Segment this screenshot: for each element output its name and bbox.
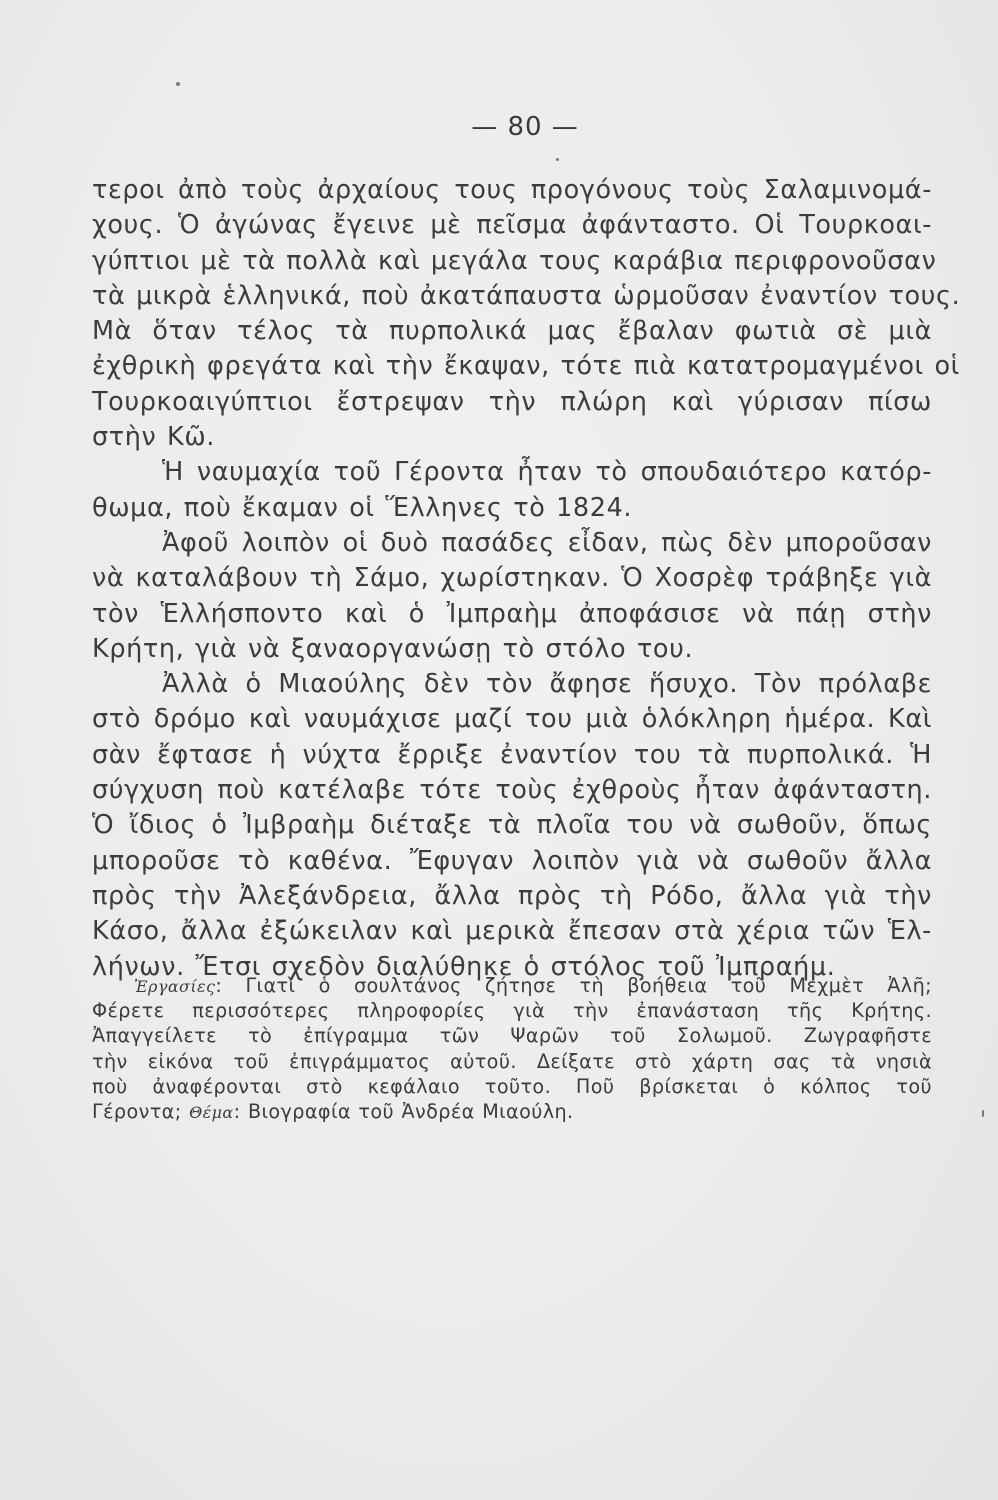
text-line: Ἀλλὰ ὁ Μιαούλης δὲν τὸν ἄφησε ἥσυχο. Τὸν πρόλαβε	[162, 669, 932, 700]
exercise-line: Φέρετε περισσότερες πληροφορίες γιὰ τὴν ἐπανάσταση τῆς Κρήτης.	[92, 999, 932, 1023]
text-line: σύγχυση ποὺ κατέλαβε τότε τοὺς ἐχθροὺς ἦταν ἀφάνταστη.	[92, 775, 932, 806]
text-line: Κάσο, ἄλλα ἐξώκειλαν καὶ μερικὰ ἔπεσαν στὰ χέρια τῶν Ἑλ-	[92, 916, 932, 947]
text-line: στὴν Κῶ.	[92, 422, 216, 453]
text-line: σὰν ἔφτασε ἡ νύχτα ἔρριξε ἐναντίον του τὰ πυρπολικά. Ἡ	[92, 739, 932, 770]
exercise-line: τὴν εἰκόνα τοῦ ἐπιγράμματος αὐτοῦ. Δείξατε στὸ χάρτη σας τὰ νησιὰ	[92, 1049, 932, 1073]
exercise-line: ποὺ ἀναφέρονται στὸ κεφάλαιο τοῦτο. Ποῦ βρίσκεται ὁ κόλπος τοῦ	[92, 1074, 932, 1098]
text-line: στὸ δρόμο καὶ ναυμάχισε μαζί του μιὰ ὁλόκληρη ἡμέρα. Καὶ	[92, 704, 932, 735]
text-line: Τουρκοαιγύπτιοι ἔστρεψαν τὴν πλώρη καὶ γύρισαν πίσω	[92, 386, 932, 417]
text-line: τεροι ἀπὸ τοὺς ἀρχαίους τους προγόνους τοὺς Σαλαμινομά-	[92, 175, 932, 205]
exercise-question: : Γιατὶ ὁ σουλτάνος ζήτησε τὴ βοήθεια τοῦ Μεχμὲτ Ἀλῆ;	[215, 974, 932, 997]
exercises-section	[92, 973, 932, 1124]
text-line: νὰ καταλάβουν τὴ Σάμο, χωρίστηκαν. Ὁ Χοσρὲφ τράβηξε γιὰ	[92, 563, 932, 594]
theme-label: Θέμα	[189, 1102, 234, 1122]
text-line: πρὸς τὴν Ἀλεξάνδρεια, ἄλλα πρὸς τὴ Ρόδο, ἄλλα γιὰ τὴν	[92, 880, 932, 911]
page-number: — 80 —	[471, 112, 579, 142]
text-line: λήνων. Ἔτσι σχεδὸν διαλύθηκε ὁ στόλος τοῦ Ἰμπραήμ.	[92, 951, 836, 982]
text-line: Μὰ ὅταν τέλος τὰ πυρπολικά μας ἔβαλαν φωτιὰ σὲ μιὰ	[92, 316, 932, 347]
text-line: Ὁ ἴδιος ὁ Ἰμβραὴμ διέταξε τὰ πλοῖα του νὰ σωθοῦν, ὅπως	[92, 810, 932, 841]
exercise-line	[92, 973, 932, 998]
text-line: ἐχθρικὴ φρεγάτα καὶ τὴν ἔκαψαν, τότε πιὰ κατατρομαγμένοι οἱ	[92, 351, 960, 382]
speck-mark	[176, 82, 180, 86]
exercise-line-prefix: Γέροντα;	[92, 1099, 190, 1123]
text-line: Ἡ ναυμαχία τοῦ Γέροντα ἦταν τὸ σπουδαιότερο κατόρ-	[162, 457, 932, 488]
text-line: γύπτιοι μὲ τὰ πολλὰ καὶ μεγάλα τους καράβια περιφρονοῦσαν	[92, 245, 937, 276]
speck-mark	[556, 158, 559, 161]
text-line: θωμα, ποὺ ἔκαμαν οἱ Ἕλληνες τὸ 1824.	[92, 492, 633, 523]
exercise-line	[92, 1099, 932, 1124]
body-text	[92, 173, 961, 985]
text-line: μποροῦσε τὸ καθένα. Ἔφυγαν λοιπὸν γιὰ νὰ σωθοῦν ἄλλα	[92, 845, 932, 876]
text-line: χους. Ὁ ἀγώνας ἔγεινε μὲ πεῖσμα ἀφάνταστο. Οἱ Τουρκοαι-	[92, 210, 932, 241]
text-line: τὸν Ἑλλήσποντο καὶ ὁ Ἰμπραὴμ ἀποφάσισε νὰ πάῃ στὴν	[92, 598, 932, 629]
speck-mark	[982, 1110, 984, 1117]
text-line: Κρήτη, γιὰ νὰ ξαναοργανώσῃ τὸ στόλο του.	[92, 633, 694, 664]
exercise-line: Ἀπαγγείλετε τὸ ἐπίγραμμα τῶν Ψαρῶν τοῦ Σολωμοῦ. Ζωγραφῆστε	[92, 1024, 932, 1048]
theme-text: : Βιογραφία τοῦ Ἀνδρέα Μιαούλη.	[233, 1099, 574, 1123]
text-line: Ἀφοῦ λοιπὸν οἱ δυὸ πασάδες εἶδαν, πὼς δὲν μποροῦσαν	[162, 527, 932, 558]
text-line: τὰ μικρὰ ἑλληνικά, ποὺ ἀκατάπαυστα ὡρμοῦσαν ἐναντίον τους.	[92, 280, 961, 311]
exercises-label: Ἐργασίες	[134, 977, 216, 996]
